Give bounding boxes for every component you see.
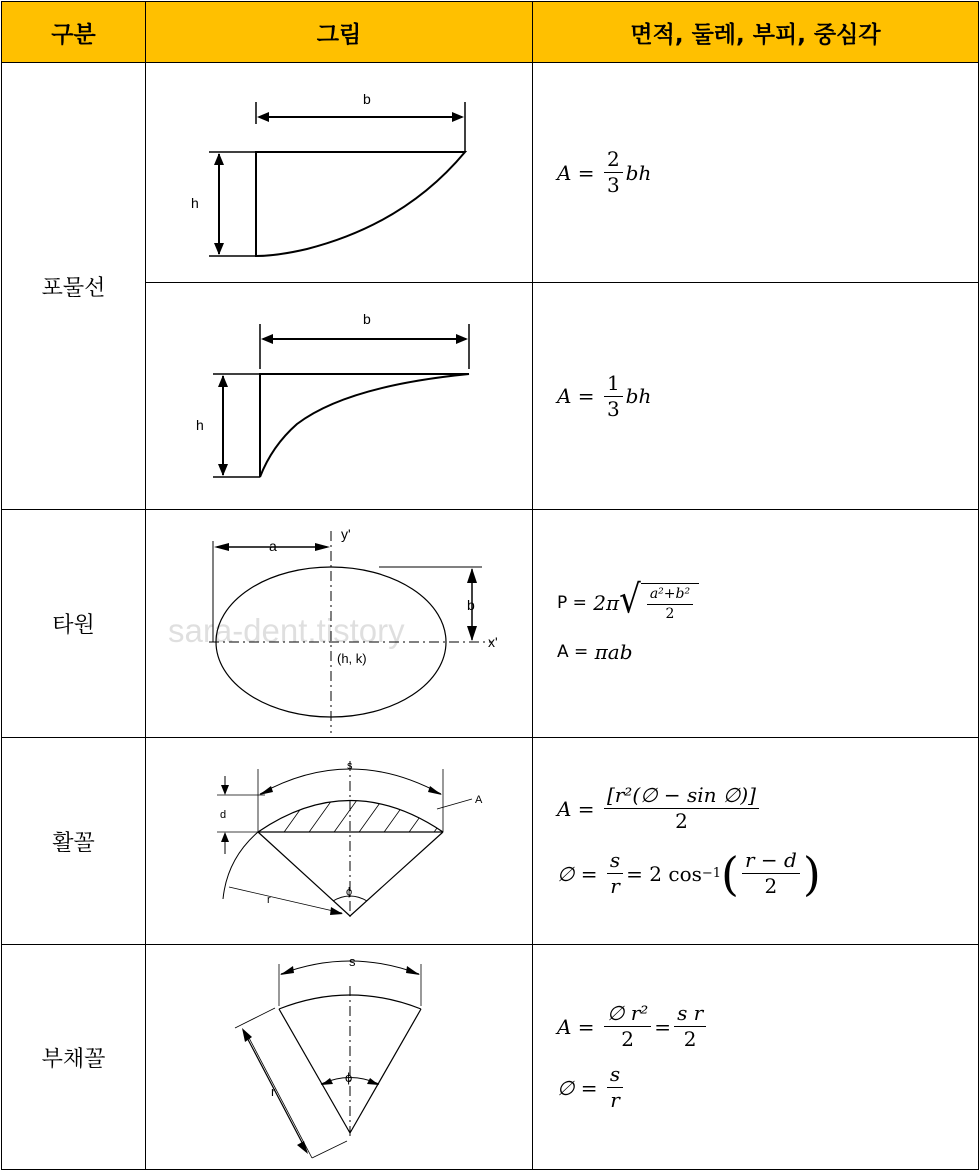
figure-ellipse [146,510,533,738]
category-segment: 활꼴 [2,738,146,945]
table-row [2,63,979,283]
label-r: r [270,1083,275,1099]
sector-diagram [147,946,532,1169]
header-formula: 면적, 둘레, 부피, 중심각 [533,2,979,63]
label-b: b [466,596,475,613]
figure-parabola-1 [146,63,533,283]
label-center: (h, k) [336,650,367,666]
category-sector: 부채꼴 [2,945,146,1170]
watermark: sara-dent.tistory [168,612,405,649]
label-phi: ϕ [345,885,352,898]
table-row [2,283,979,510]
label-x-axis: x' [487,633,498,650]
table-row [2,510,979,738]
label-d: d [219,808,226,821]
label-b: b [362,90,371,107]
label-r: r [266,893,271,906]
formula-parabola-1: A = $\frac{2}{3}$ bh [533,63,979,283]
header-row [2,2,979,63]
formula-table [1,1,979,1170]
category-ellipse: 타원 [2,510,146,738]
formula-sector: A = $\frac{\text{∅ r²}}{2}$ = $\frac{\text{s r}}{2}$ ∅ = $\frac{s}{r}$ [533,945,979,1170]
formula-ellipse: P = 2π √ $\frac{\text{a²+b²}}{2}$ A = πab [533,510,979,738]
segment-diagram [147,739,532,944]
header-figure: 그림 [146,2,533,63]
figure-parabola-2 [146,283,533,510]
formula-parabola-2: A = $\frac{1}{3}$ bh [533,283,979,510]
parabola-convex-diagram [147,64,532,282]
parabola-concave-diagram [147,284,532,509]
category-parabola: 포물선 [2,63,146,510]
figure-segment [146,738,533,945]
label-s: s [346,759,352,772]
label-h: h [195,416,204,433]
header-category: 구분 [2,2,146,63]
formula-segment: A = $\frac{\text{[r²(∅ − sin ∅)]}}{2}$ ∅ = $\frac{s}{r}$ = 2 cos −1 ( $\frac{r - d}{2}$ ) [533,738,979,945]
label-phi: ϕ [344,1069,352,1085]
label-A: A [474,793,482,806]
label-s: s [348,953,355,969]
label-b: b [362,310,371,327]
ellipse-diagram [147,511,532,737]
table-row [2,738,979,945]
table-row [2,945,979,1170]
label-a: a [268,537,277,554]
label-h: h [190,194,199,211]
figure-sector [146,945,533,1170]
label-y-axis: y' [340,525,351,542]
